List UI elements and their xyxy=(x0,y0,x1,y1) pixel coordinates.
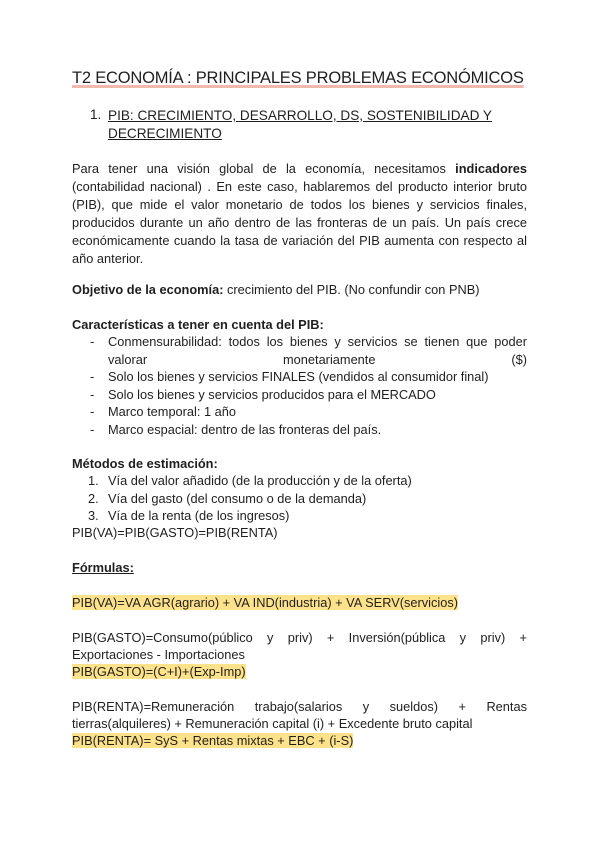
intro-bold: indicadores xyxy=(455,161,527,176)
objective-text: crecimiento del PIB. (No confundir con PNB) xyxy=(223,282,480,297)
list-item: - Marco espacial: dentro de las fronteras del país. xyxy=(90,421,382,437)
list-item: - Solo los bienes y servicios FINALES (vendidos al consumidor final) xyxy=(90,369,489,384)
list-item: - Marco temporal: 1 año xyxy=(90,404,237,419)
formula-gasto-line2: Exportaciones - Importaciones xyxy=(72,647,245,662)
formula-gasto-short: PIB(GASTO)=(C+I)+(Exp-Imp) xyxy=(72,664,246,679)
list-item: 1. Vía del valor añadido (de la producción y de la oferta) xyxy=(88,473,412,488)
list-item: - Conmensurabilidad: todos los bienes y servicios se tienen que poder valorar monetariamente ($) xyxy=(90,334,527,367)
intro-before: Para tener una visión global de la economía, necesitamos xyxy=(72,161,456,176)
methods-list xyxy=(72,472,527,525)
list-item: 3. Vía de la renta (de los ingresos) xyxy=(88,508,290,523)
formula-gasto-line1: PIB(GASTO)=Consumo(público y priv) + Inversión(pública y priv) + xyxy=(72,630,527,645)
section-number: 1. xyxy=(90,107,102,122)
formulas-heading: Fórmulas: xyxy=(72,560,134,575)
document-title: T2 ECONOMÍA : PRINCIPALES PROBLEMAS ECONÓMICOS xyxy=(72,69,524,87)
intro-paragraph xyxy=(72,160,527,268)
objective-line xyxy=(72,281,480,299)
characteristics-heading: Características a tener en cuenta del PIB: xyxy=(72,317,324,332)
methods-heading: Métodos de estimación: xyxy=(72,456,218,471)
characteristics-list xyxy=(72,333,527,438)
section-title-line2: DECRECIMIENTO xyxy=(108,126,222,141)
methods-equality: PIB(VA)=PIB(GASTO)=PIB(RENTA) xyxy=(72,525,278,540)
objective-label: Objetivo de la economía: xyxy=(72,282,224,297)
section-title-line1: PIB: CRECIMIENTO, DESARROLLO, DS, SOSTENIBILIDAD Y xyxy=(108,108,492,123)
intro-after: (contabilidad nacional) . En este caso, hablaremos del producto interior bruto (PIB), que mide el valor monetario de todos los bienes y servicios finales, producidos durante un año dentro de las fronteras de un país. Un país crece económicamente cuando la tasa de variación del PIB aumenta con respecto al año anterior. xyxy=(72,179,527,266)
formula-renta-line2: tierras(alquileres) + Remuneración capital (i) + Excedente bruto capital xyxy=(72,716,473,731)
formula-va: PIB(VA)=VA AGR(agrario) + VA IND(industria) + VA SERV(servicios) xyxy=(72,595,459,610)
formula-renta-line1: PIB(RENTA)=Remuneración trabajo(salarios y sueldos) + Rentas xyxy=(72,699,527,714)
section-title xyxy=(108,107,528,143)
list-item: - Solo los bienes y servicios producidos para el MERCADO xyxy=(90,386,436,402)
list-item: 2. Vía del gasto (del consumo o de la demanda) xyxy=(88,490,367,506)
formula-renta-short: PIB(RENTA)= SyS + Rentas mixtas + EBC + (i-S) xyxy=(72,733,354,748)
